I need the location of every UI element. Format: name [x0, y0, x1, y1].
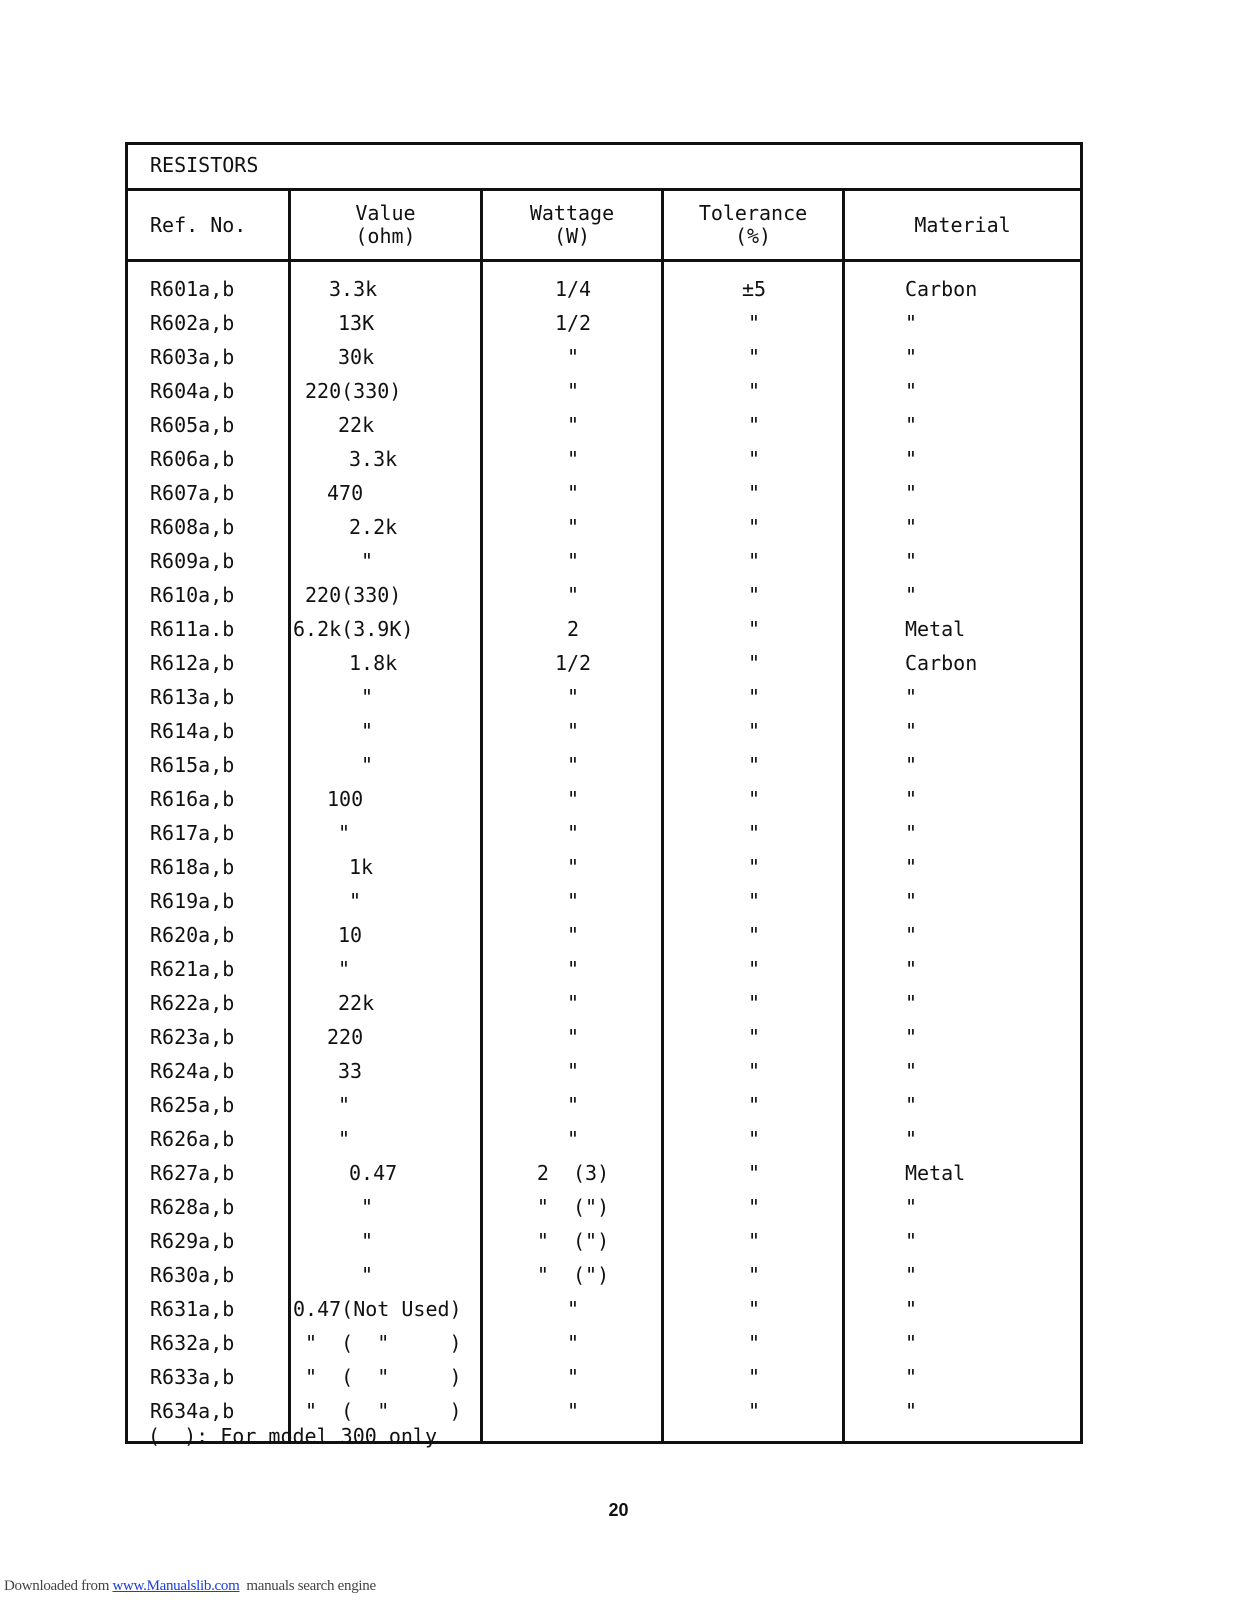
material-cell: "	[905, 345, 918, 369]
table-row	[128, 340, 1080, 374]
material-cell: "	[905, 991, 918, 1015]
table-header-row	[128, 191, 1080, 262]
material-cell: "	[905, 821, 918, 845]
wattage-cell: "	[566, 413, 580, 437]
ref-no-cell: R614a,b	[150, 719, 235, 743]
table-row	[128, 510, 1080, 544]
ref-no-cell: R613a,b	[150, 685, 235, 709]
ref-no-cell: R627a,b	[150, 1161, 235, 1185]
resistor-table	[125, 142, 1083, 1444]
value-cell: 13K	[338, 311, 375, 335]
wattage-cell: "	[566, 821, 580, 845]
tolerance-cell: "	[747, 821, 761, 845]
tolerance-cell: "	[747, 1195, 761, 1219]
table-row	[128, 986, 1080, 1020]
material-cell: "	[905, 549, 918, 573]
table-row	[128, 1394, 1080, 1428]
table-row	[128, 782, 1080, 816]
value-cell: "	[361, 1263, 374, 1287]
tolerance-cell: "	[747, 719, 761, 743]
value-cell: "	[349, 889, 362, 913]
wattage-cell: 2 (3)	[536, 1161, 610, 1185]
tolerance-cell: "	[747, 1365, 761, 1389]
ref-no-cell: R623a,b	[150, 1025, 235, 1049]
material-cell: Metal	[905, 617, 966, 641]
table-row	[128, 952, 1080, 986]
wattage-cell: "	[566, 1331, 580, 1355]
material-cell: "	[905, 753, 918, 777]
value-cell: 30k	[338, 345, 375, 369]
material-cell: "	[905, 1263, 918, 1287]
value-cell: "	[338, 1093, 351, 1117]
tolerance-cell: "	[747, 685, 761, 709]
tolerance-cell: "	[747, 1025, 761, 1049]
material-cell: "	[905, 923, 918, 947]
ref-no-cell: R606a,b	[150, 447, 235, 471]
material-cell: "	[905, 1059, 918, 1083]
header-value	[291, 191, 480, 259]
ref-no-cell: R602a,b	[150, 311, 235, 335]
header-value-unit: (ohm)	[355, 224, 416, 248]
table-row	[128, 918, 1080, 952]
tolerance-cell: "	[747, 787, 761, 811]
material-cell: "	[905, 481, 918, 505]
header-tolerance-label: Tolerance	[698, 201, 808, 225]
ref-no-cell: R603a,b	[150, 345, 235, 369]
tolerance-cell: "	[747, 345, 761, 369]
table-row	[128, 442, 1080, 476]
value-cell: 220(330)	[305, 583, 402, 607]
value-cell: "	[361, 1195, 374, 1219]
tolerance-cell: "	[747, 311, 761, 335]
wattage-cell: "	[566, 583, 580, 607]
ref-no-cell: R605a,b	[150, 413, 235, 437]
value-cell: 10	[338, 923, 363, 947]
ref-no-cell: R609a,b	[150, 549, 235, 573]
ref-no-cell: R607a,b	[150, 481, 235, 505]
material-cell: Carbon	[905, 277, 978, 301]
tolerance-cell: "	[747, 1229, 761, 1253]
table-row	[128, 272, 1080, 306]
wattage-cell: "	[566, 855, 580, 879]
tolerance-cell: "	[747, 1127, 761, 1151]
value-cell: " ( " )	[305, 1365, 462, 1389]
value-cell: 22k	[338, 991, 375, 1015]
download-suffix: manuals search engine	[239, 1578, 376, 1594]
value-cell: 1.8k	[349, 651, 398, 675]
value-cell: 33	[338, 1059, 363, 1083]
value-cell: 6.2k(3.9K)	[293, 617, 414, 641]
header-tolerance-unit: (%)	[734, 224, 772, 248]
ref-no-cell: R620a,b	[150, 923, 235, 947]
table-row	[128, 612, 1080, 646]
table-row	[128, 1088, 1080, 1122]
wattage-cell: "	[566, 923, 580, 947]
tolerance-cell: "	[747, 1297, 761, 1321]
wattage-cell: "	[566, 1399, 580, 1423]
ref-no-cell: R626a,b	[150, 1127, 235, 1151]
ref-no-cell: R624a,b	[150, 1059, 235, 1083]
value-cell: "	[338, 821, 351, 845]
page-number: 20	[608, 1500, 629, 1520]
header-wattage-label: Wattage	[529, 201, 615, 225]
value-cell: 2.2k	[349, 515, 398, 539]
ref-no-cell: R628a,b	[150, 1195, 235, 1219]
value-cell: 0.47	[349, 1161, 398, 1185]
table-row	[128, 1292, 1080, 1326]
tolerance-cell: "	[747, 1399, 761, 1423]
material-cell: Metal	[905, 1161, 966, 1185]
ref-no-cell: R608a,b	[150, 515, 235, 539]
wattage-cell: "	[566, 1093, 580, 1117]
ref-no-cell: R625a,b	[150, 1093, 235, 1117]
wattage-cell: "	[566, 1059, 580, 1083]
wattage-cell: "	[566, 787, 580, 811]
value-cell: "	[361, 719, 374, 743]
material-cell: "	[905, 719, 918, 743]
wattage-cell: "	[566, 991, 580, 1015]
ref-no-cell: R618a,b	[150, 855, 235, 879]
table-row	[128, 1020, 1080, 1054]
value-cell: " ( " )	[305, 1399, 462, 1423]
tolerance-cell: "	[747, 1093, 761, 1117]
value-cell: 100	[327, 787, 364, 811]
tolerance-cell: "	[747, 481, 761, 505]
wattage-cell: 1/2	[554, 651, 592, 675]
wattage-cell: 1/2	[554, 311, 592, 335]
wattage-cell: "	[566, 957, 580, 981]
tolerance-cell: "	[747, 753, 761, 777]
ref-no-cell: R622a,b	[150, 991, 235, 1015]
material-cell: "	[905, 1399, 918, 1423]
download-prefix: Downloaded from	[4, 1578, 113, 1594]
ref-no-cell: R611a.b	[150, 617, 235, 641]
header-wattage	[483, 191, 661, 259]
material-cell: "	[905, 1365, 918, 1389]
download-footer	[4, 1578, 376, 1595]
table-row	[128, 1326, 1080, 1360]
header-ref-no	[128, 191, 288, 259]
ref-no-cell: R615a,b	[150, 753, 235, 777]
value-cell: "	[338, 1127, 351, 1151]
material-cell: "	[905, 889, 918, 913]
wattage-cell: "	[566, 549, 580, 573]
value-cell: "	[361, 685, 374, 709]
tolerance-cell: "	[747, 651, 761, 675]
tolerance-cell: ±5	[741, 277, 767, 301]
tolerance-cell: "	[747, 515, 761, 539]
table-row	[128, 850, 1080, 884]
wattage-cell: " (")	[536, 1195, 610, 1219]
header-ref-no-label: Ref. No.	[150, 212, 247, 237]
table-row	[128, 374, 1080, 408]
tolerance-cell: "	[747, 991, 761, 1015]
wattage-cell: "	[566, 1297, 580, 1321]
wattage-cell: 2	[566, 617, 580, 641]
table-row	[128, 1054, 1080, 1088]
ref-no-cell: R621a,b	[150, 957, 235, 981]
ref-no-cell: R601a,b	[150, 277, 235, 301]
ref-no-cell: R632a,b	[150, 1331, 235, 1355]
table-row	[128, 408, 1080, 442]
material-cell: Carbon	[905, 651, 978, 675]
header-value-label: Value	[355, 201, 416, 225]
tolerance-cell: "	[747, 855, 761, 879]
wattage-cell: 1/4	[554, 277, 592, 301]
wattage-cell: "	[566, 1127, 580, 1151]
table-row	[128, 544, 1080, 578]
table-row	[128, 646, 1080, 680]
material-cell: "	[905, 447, 918, 471]
material-cell: "	[905, 1229, 918, 1253]
table-title: RESISTORS	[128, 145, 1080, 191]
wattage-cell: "	[566, 719, 580, 743]
tolerance-cell: "	[747, 447, 761, 471]
tolerance-cell: "	[747, 549, 761, 573]
wattage-cell: "	[566, 481, 580, 505]
wattage-cell: "	[566, 345, 580, 369]
table-row	[128, 1258, 1080, 1292]
header-wattage-unit: (W)	[553, 224, 591, 248]
ref-no-cell: R616a,b	[150, 787, 235, 811]
value-cell: 3.3k	[349, 447, 398, 471]
ref-no-cell: R604a,b	[150, 379, 235, 403]
value-cell: "	[338, 957, 351, 981]
value-cell: 0.47(Not Used)	[293, 1297, 462, 1321]
material-cell: "	[905, 583, 918, 607]
wattage-cell: "	[566, 889, 580, 913]
footnote: ( ): For model 300 only	[148, 1424, 437, 1448]
tolerance-cell: "	[747, 923, 761, 947]
value-cell: 470	[327, 481, 364, 505]
material-cell: "	[905, 957, 918, 981]
tolerance-cell: "	[747, 617, 761, 641]
wattage-cell: " (")	[536, 1229, 610, 1253]
material-cell: "	[905, 515, 918, 539]
wattage-cell: " (")	[536, 1263, 610, 1287]
material-cell: "	[905, 787, 918, 811]
material-cell: "	[905, 1025, 918, 1049]
ref-no-cell: R610a,b	[150, 583, 235, 607]
material-cell: "	[905, 311, 918, 335]
tolerance-cell: "	[747, 889, 761, 913]
tolerance-cell: "	[747, 413, 761, 437]
tolerance-cell: "	[747, 957, 761, 981]
value-cell: 1k	[349, 855, 374, 879]
table-row	[128, 476, 1080, 510]
value-cell: 220(330)	[305, 379, 402, 403]
material-cell: "	[905, 379, 918, 403]
wattage-cell: "	[566, 447, 580, 471]
header-material	[845, 191, 1080, 259]
tolerance-cell: "	[747, 1263, 761, 1287]
table-row	[128, 884, 1080, 918]
table-row	[128, 748, 1080, 782]
material-cell: "	[905, 1127, 918, 1151]
material-cell: "	[905, 855, 918, 879]
material-cell: "	[905, 413, 918, 437]
wattage-cell: "	[566, 1025, 580, 1049]
ref-no-cell: R630a,b	[150, 1263, 235, 1287]
ref-no-cell: R617a,b	[150, 821, 235, 845]
ref-no-cell: R619a,b	[150, 889, 235, 913]
table-row	[128, 1190, 1080, 1224]
value-cell: 22k	[338, 413, 375, 437]
value-cell: "	[361, 1229, 374, 1253]
header-material-label: Material	[914, 212, 1011, 237]
value-cell: 3.3k	[329, 277, 378, 301]
value-cell: "	[361, 753, 374, 777]
table-row	[128, 714, 1080, 748]
table-row	[128, 1122, 1080, 1156]
value-cell: "	[361, 549, 374, 573]
tolerance-cell: "	[747, 379, 761, 403]
table-row	[128, 1360, 1080, 1394]
wattage-cell: "	[566, 515, 580, 539]
wattage-cell: "	[566, 753, 580, 777]
value-cell: 220	[327, 1025, 364, 1049]
ref-no-cell: R631a,b	[150, 1297, 235, 1321]
wattage-cell: "	[566, 1365, 580, 1389]
ref-no-cell: R612a,b	[150, 651, 235, 675]
ref-no-cell: R633a,b	[150, 1365, 235, 1389]
material-cell: "	[905, 1195, 918, 1219]
table-row	[128, 578, 1080, 612]
table-row	[128, 680, 1080, 714]
material-cell: "	[905, 685, 918, 709]
table-row	[128, 306, 1080, 340]
tolerance-cell: "	[747, 1059, 761, 1083]
tolerance-cell: "	[747, 1331, 761, 1355]
table-row	[128, 1224, 1080, 1258]
wattage-cell: "	[566, 379, 580, 403]
tolerance-cell: "	[747, 1161, 761, 1185]
material-cell: "	[905, 1331, 918, 1355]
wattage-cell: "	[566, 685, 580, 709]
ref-no-cell: R629a,b	[150, 1229, 235, 1253]
ref-no-cell: R634a,b	[150, 1399, 235, 1423]
manualslib-link[interactable]: www.Manualslib.com	[112, 1578, 240, 1594]
header-tolerance	[664, 191, 842, 259]
material-cell: "	[905, 1297, 918, 1321]
material-cell: "	[905, 1093, 918, 1117]
table-row	[128, 816, 1080, 850]
tolerance-cell: "	[747, 583, 761, 607]
table-row	[128, 1156, 1080, 1190]
value-cell: " ( " )	[305, 1331, 462, 1355]
